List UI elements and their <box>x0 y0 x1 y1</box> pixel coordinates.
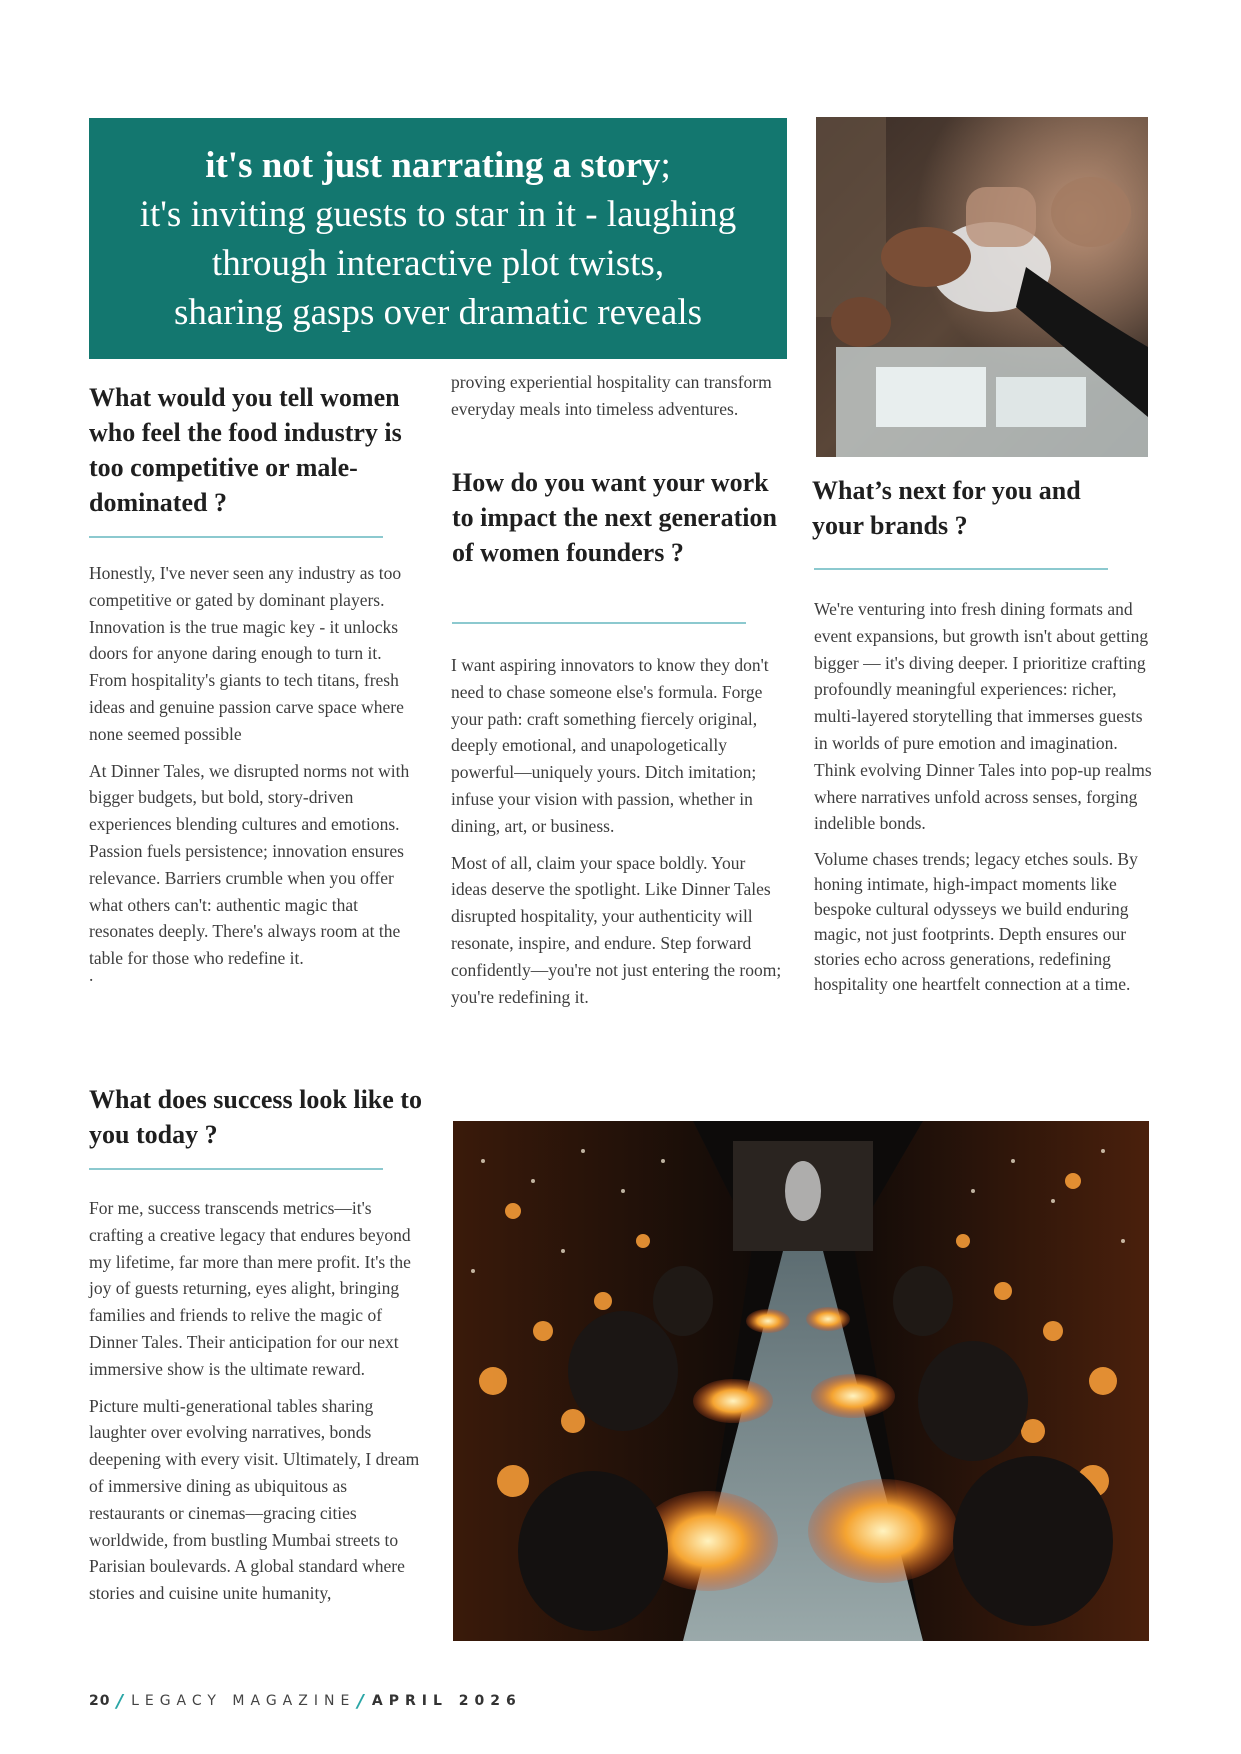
pull-quote-line-4: sharing gasps over dramatic reveals <box>173 291 703 333</box>
answer-paragraph: Honestly, I've never seen any industry as too competitive or gated by dominant players. Innovation is the true magic key - it unlocks doors for anyone daring enough to turn it. From hospitality's giants to tech titans, fresh ideas and genuine passion carve space where none seemed possible <box>89 563 404 744</box>
answer-paragraph: Most of all, claim your space boldly. Your ideas deserve the spotlight. Like Dinner Tales disrupted hospitality, your authenticity will resonate, inspire, and endure. Step forward confidently—you're not just entering the room; you're redefining it. <box>451 852 782 1007</box>
page-number: 20 <box>89 1693 111 1709</box>
section-divider <box>814 568 1108 570</box>
column-1-heading-1-block <box>89 380 429 520</box>
answer-paragraph: For me, success transcends metrics—it's crafting a creative legacy that endures beyond my lifetime, far more than mere profit. It's the joy of guests returning, eyes alight, bringing families and friends to relive the magic of Dinner Tales. Their anticipation for our next immersive show is the ultimate reward. <box>89 1198 411 1379</box>
question-heading-impact: How do you want your work to impact the next generation of women founders ? <box>452 468 777 567</box>
pull-quote-banner <box>89 118 787 359</box>
stray-dot: . <box>89 964 94 985</box>
photo-immersive-dining-room <box>453 1121 1149 1641</box>
pull-quote-line-2: it's inviting guests to star in it - laughing <box>139 193 737 235</box>
footer-separator: / <box>116 1690 124 1712</box>
column-2-body <box>451 652 785 1010</box>
question-heading-whats-next: What’s next for you and your brands ? <box>812 476 1081 540</box>
pull-quote-line-3: through interactive plot twists, <box>211 242 665 284</box>
column-3-body <box>814 596 1154 997</box>
column-2-heading-block <box>452 465 782 570</box>
answer-paragraph: At Dinner Tales, we disrupted norms not with bigger budgets, but bold, story-driven experiences blending cultures and emotions. Passion fuels persistence; innovation ensures relevance. Barriers crumble when you offer what others can't: authentic magic that resonates deeply. There's always room at the table for those who redefine it. <box>89 760 410 969</box>
column-3-heading-block <box>812 473 1132 543</box>
pull-quote-line-1-text: it's not just narrating a story <box>205 144 661 186</box>
footer-separator: / <box>357 1690 364 1712</box>
column-1-body-2 <box>89 1195 421 1607</box>
answer-paragraph: Volume chases trends; legacy etches souls. By honing intimate, high-impact moments like bespoke cultural odysseys we build enduring magic, not just footprints. Depth ensures our stories echo across generations, redefining hospitality one heartfelt connection at a time. <box>814 849 1138 995</box>
magazine-name: LEGACY MAGAZINE <box>131 1693 356 1709</box>
photo-immersive-dining-room-image <box>453 1121 1149 1641</box>
question-heading-industry: What would you tell women who feel the food industry is too competitive or male-dominated ? <box>89 383 402 517</box>
answer-paragraph: I want aspiring innovators to know they don't need to chase someone else's formula. Forge your path: craft something fiercely original, deeply emotional, and unapologetically powerful—uniquely yours. Ditch imitation; infuse your vision with passion, whether in dining, art, or business. <box>451 655 769 836</box>
question-heading-success: What does success look like to you today ? <box>89 1085 422 1149</box>
section-divider <box>89 1168 383 1170</box>
photo-hands-dinner-image <box>816 117 1148 457</box>
column-1-heading-2-block <box>89 1082 429 1152</box>
answer-paragraph: Picture multi-generational tables sharing laughter over evolving narratives, bonds deepening with every visit. Ultimately, I dream of immersive dining as ubiquitous as restaurants or cinemas—gracing cities worldwide, from bustling Mumbai streets to Parisian boulevards. A global standard where stories and cuisine unite humanity, <box>89 1395 420 1604</box>
pull-quote-line-1-punct: ; <box>660 144 671 186</box>
issue-date: APRIL 2026 <box>371 1693 522 1709</box>
answer-paragraph: proving experiential hospitality can transform everyday meals into timeless adventures. <box>451 372 772 419</box>
column-2-continuation <box>451 369 781 423</box>
answer-paragraph: We're venturing into fresh dining formats and event expansions, but growth isn't about getting bigger — it's diving deeper. I prioritize crafting profoundly meaningful experiences: richer, multi-layered storytelling that immerses guests in worlds of pure emotion and imagination. Think evolving Dinner Tales into pop-up realms where narratives unfold across senses, forging indelible bonds. <box>814 599 1152 834</box>
photo-hands-dinner <box>816 117 1148 457</box>
column-1-body-1 <box>89 560 419 985</box>
section-divider <box>89 536 383 538</box>
pull-quote-line-1 <box>205 141 671 190</box>
page-footer <box>89 1689 522 1713</box>
section-divider <box>452 622 746 624</box>
